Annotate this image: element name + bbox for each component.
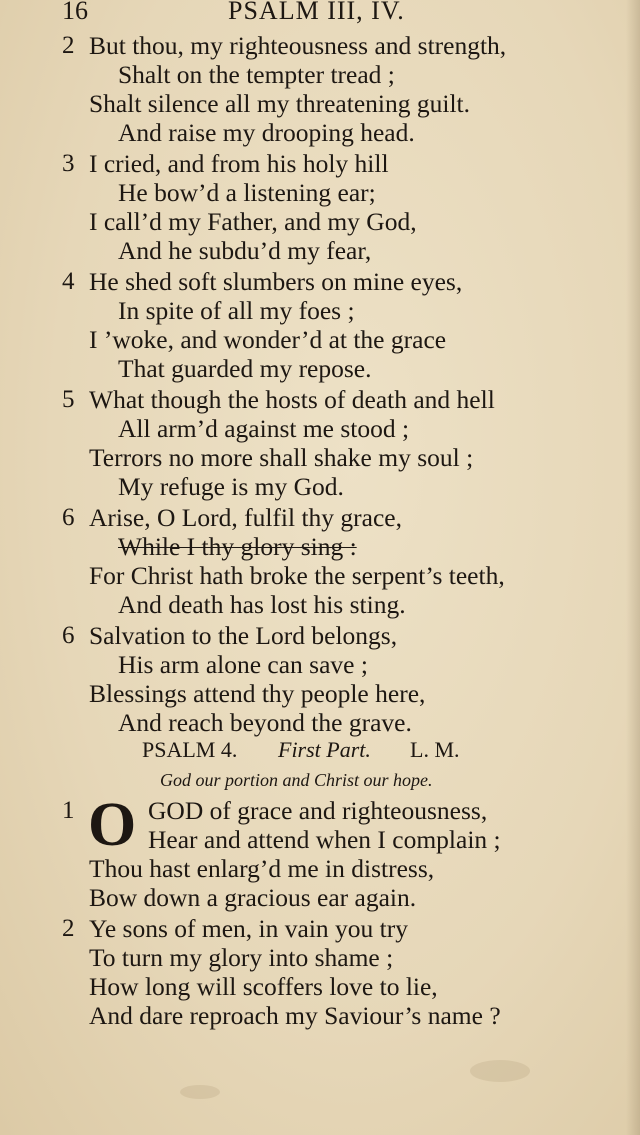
verse-line: To turn my glory into shame ; bbox=[89, 943, 394, 972]
verse-line: Thou hast enlarg’d me in distress, bbox=[89, 854, 435, 883]
verse-line: Ye sons of men, in vain you try bbox=[89, 914, 408, 943]
verse-line: How long will scoffers love to lie, bbox=[89, 972, 438, 1001]
verse-line: And he subdu’d my fear, bbox=[118, 236, 372, 265]
verse-number: 6 bbox=[62, 622, 75, 649]
drop-cap: O bbox=[88, 791, 137, 859]
verse-line-struck: While I thy glory sing : bbox=[118, 532, 357, 561]
verse-number: 3 bbox=[62, 150, 75, 177]
page-edge-shadow bbox=[626, 0, 640, 1135]
verse-line: Shalt on the tempter tread ; bbox=[118, 60, 395, 89]
verse-line: Shalt silence all my threatening guilt. bbox=[89, 89, 470, 118]
paper-stain bbox=[180, 1085, 220, 1099]
running-head: PSALM III, IV. bbox=[228, 0, 405, 25]
verse-line: Salvation to the Lord belongs, bbox=[89, 621, 398, 650]
verse-line: For Christ hath broke the serpent’s teeth, bbox=[89, 561, 505, 590]
verse-line: Blessings attend thy people here, bbox=[89, 679, 426, 708]
verse-line: And reach beyond the grave. bbox=[118, 708, 412, 737]
psalm-part: First Part. bbox=[278, 737, 371, 762]
page-number: 16 bbox=[62, 0, 88, 25]
verse-line: And dare reproach my Saviour’s name ? bbox=[89, 1001, 501, 1030]
verse-number: 2 bbox=[62, 915, 75, 942]
verse-number: 1 bbox=[62, 797, 75, 824]
verse-line: What though the hosts of death and hell bbox=[89, 385, 495, 414]
verse-line: But thou, my righteousness and strength, bbox=[89, 31, 507, 60]
verse-line: He shed soft slumbers on mine eyes, bbox=[89, 267, 463, 296]
verse-line: He bow’d a listening ear; bbox=[118, 178, 376, 207]
verse-number: 4 bbox=[62, 268, 75, 295]
verse-line: And death has lost his sting. bbox=[118, 590, 406, 619]
verse-line: Terrors no more shall shake my soul ; bbox=[89, 443, 474, 472]
verse-line: And raise my drooping head. bbox=[118, 118, 415, 147]
psalm-name: PSALM 4. bbox=[142, 737, 238, 762]
psalm-meter: L. M. bbox=[410, 737, 460, 762]
verse-line: Arise, O Lord, fulfil thy grace, bbox=[89, 503, 402, 532]
page-header bbox=[0, 0, 640, 30]
verse-number: 6 bbox=[62, 504, 75, 531]
verse-line: Bow down a gracious ear again. bbox=[89, 883, 417, 912]
verse-line: I cried, and from his holy hill bbox=[89, 149, 389, 178]
verse-line: Hear and attend when I complain ; bbox=[148, 825, 501, 854]
verse-line: GOD of grace and righteousness, bbox=[148, 796, 488, 825]
verse-number: 5 bbox=[62, 386, 75, 413]
verse-line: All arm’d against me stood ; bbox=[118, 414, 410, 443]
verse-line: I ’woke, and wonder’d at the grace bbox=[89, 325, 447, 354]
verse-line: That guarded my repose. bbox=[118, 354, 372, 383]
paper-stain bbox=[470, 1060, 530, 1082]
verse-line: In spite of all my foes ; bbox=[118, 296, 355, 325]
verse-number: 2 bbox=[62, 32, 75, 59]
verse-line: I call’d my Father, and my God, bbox=[89, 207, 417, 236]
verse-line: His arm alone can save ; bbox=[118, 650, 368, 679]
verse-line: My refuge is my God. bbox=[118, 472, 344, 501]
psalm-subtitle: God our portion and Christ our hope. bbox=[160, 770, 433, 790]
